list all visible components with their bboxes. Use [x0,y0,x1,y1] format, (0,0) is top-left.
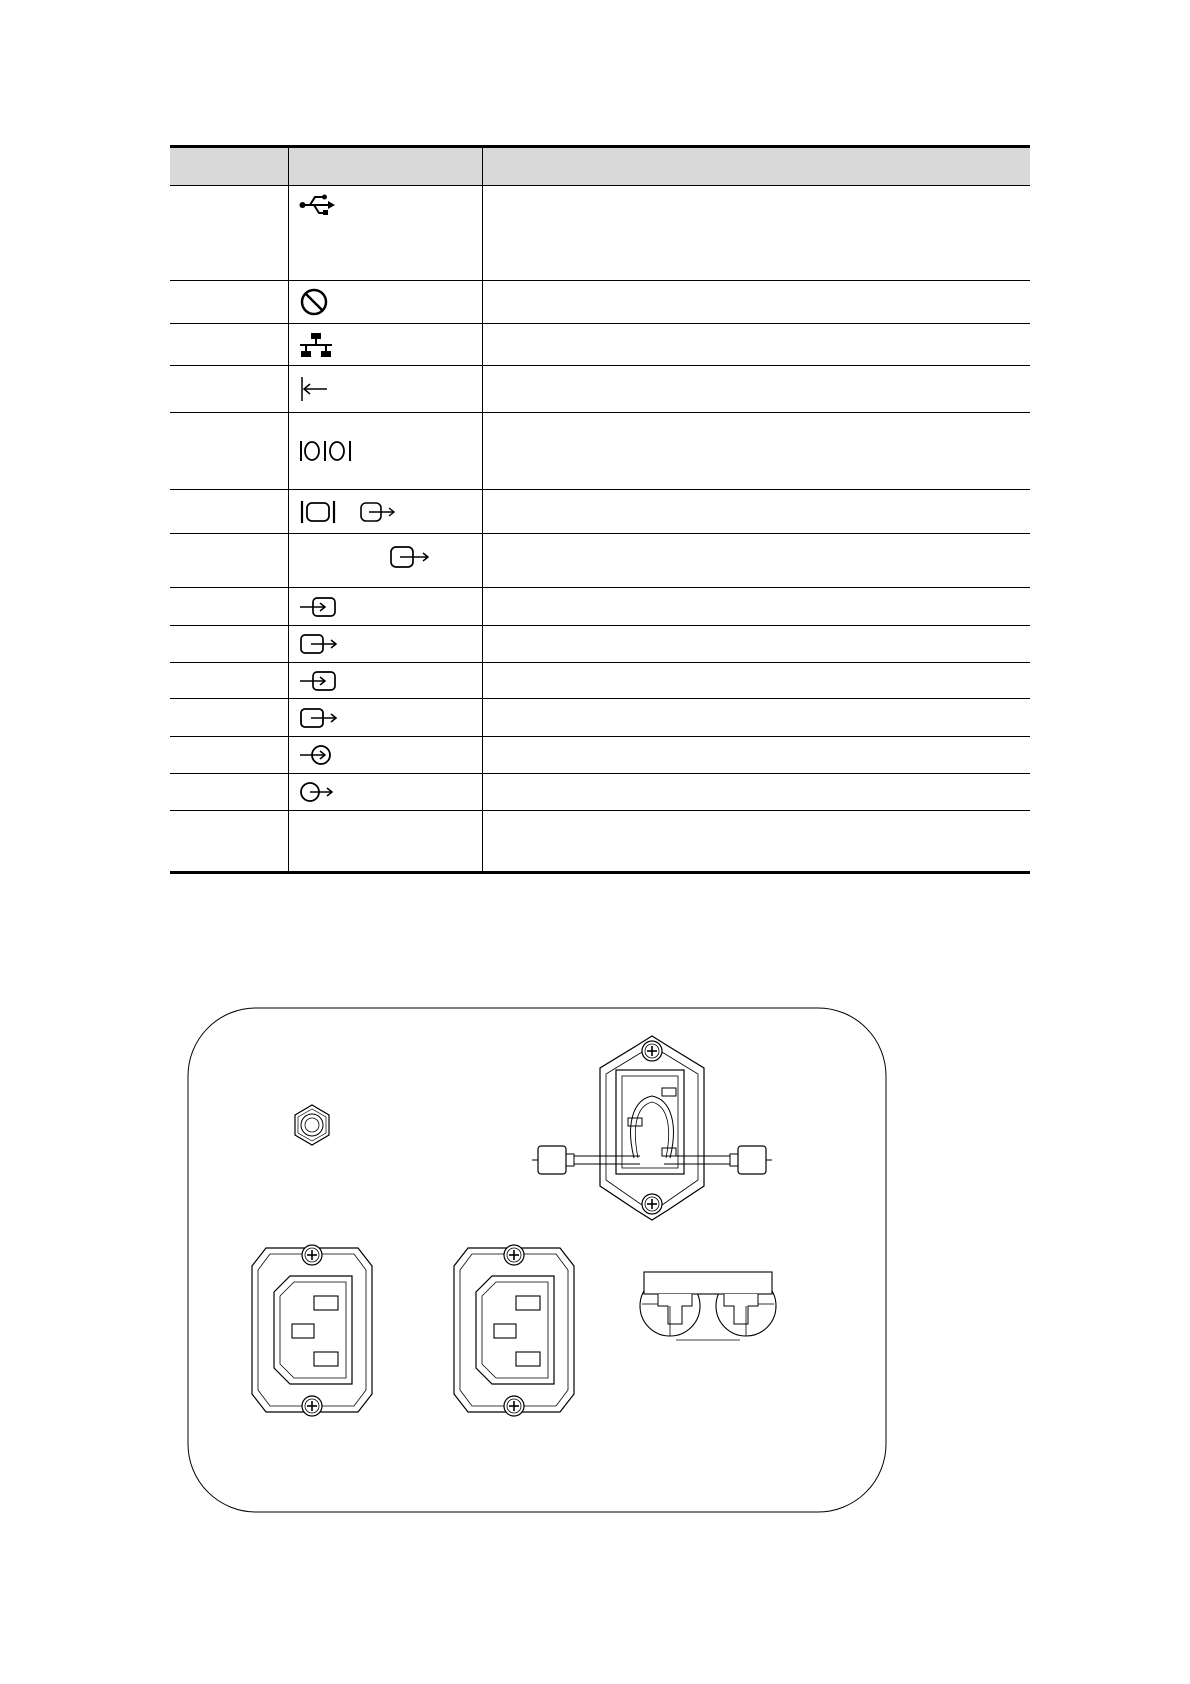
table-row [170,324,1030,366]
table-row [170,811,1030,873]
table-row [170,663,1030,699]
dual-monitor-icon [299,439,353,463]
equipotential-terminal [295,1105,329,1145]
panel-outline [188,1008,886,1512]
ac-outlet-1 [252,1245,372,1416]
video-input-icon [299,595,337,619]
vga-monitor-icon [299,499,337,525]
network-icon [299,332,333,358]
table-row [170,366,1030,413]
table-row [170,737,1030,774]
usb-icon [299,194,335,216]
table-header-row [170,147,1030,186]
video-output-icon [359,500,397,524]
header-function [482,147,1030,186]
power-panel-figure [186,1006,888,1514]
video-input-icon [299,669,337,693]
fuse-holder [640,1272,776,1340]
video-output-icon [299,632,339,656]
table-row [170,413,1030,490]
table-row [170,774,1030,811]
table-row [170,699,1030,737]
remote-arrow-icon [299,375,329,403]
header-symbol [288,147,482,186]
no-symbol-icon [299,287,329,317]
interface-table [170,145,1030,874]
video-output-icon [299,706,339,730]
table-row [170,588,1030,626]
audio-output-icon [299,780,335,804]
table-row [170,281,1030,324]
ac-outlet-2 [454,1245,574,1416]
audio-input-icon [299,743,333,767]
power-inlet-with-retainer [532,1036,772,1220]
header-no [170,147,288,186]
table-row [170,490,1030,534]
video-output-icon [389,544,431,570]
table-row [170,626,1030,663]
table-row [170,534,1030,588]
table-row [170,186,1030,281]
